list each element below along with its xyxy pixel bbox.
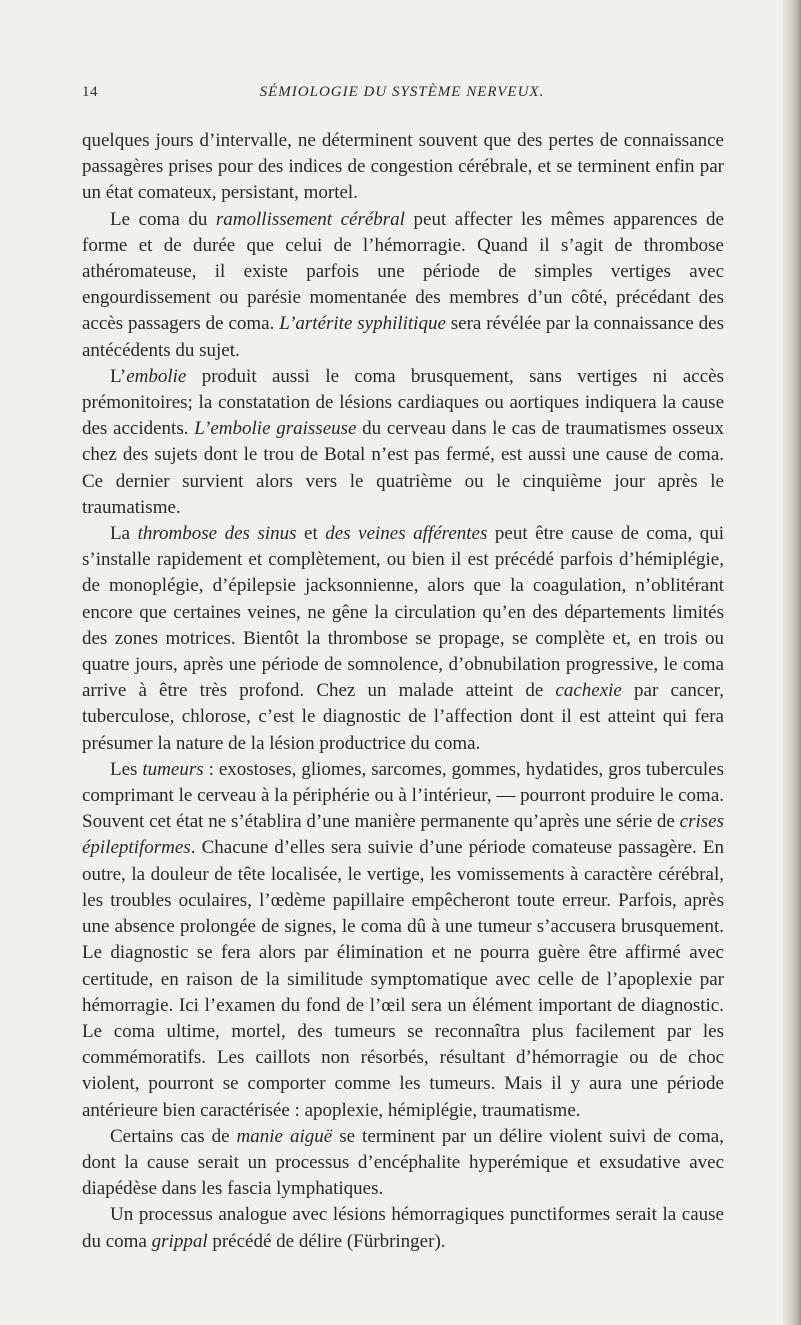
text-run: peut affecter les mêmes apparences de forme et de durée que celui de l’hémorragie. Quand il s’agit de thrombose athéromateuse, il existe parfois une période de simples vertiges avec engourdissement ou parésie momentanée des membres d’un côté, précédant des accès passagers de coma. (82, 208, 724, 335)
body-text (82, 128, 724, 1255)
text-run: Les (110, 758, 143, 780)
text-run: du cerveau dans le cas de traumatismes osseux chez des sujets dont le trou de Botal n’est pas fermé, est aussi une cause de coma. Ce dernier survient alors vers le quatrième ou le cinquième jour après le traumatisme. (82, 418, 724, 518)
italic-term: L’embolie graisseuse (194, 418, 357, 440)
paragraph (82, 757, 724, 1124)
italic-term: grippal (151, 1230, 208, 1252)
text-run: se terminent par un délire violent suivi de coma, dont la cause serait un processus d’encéphalite hyperémique et exsudative avec diapédèse dans les fascia lymphatiques. (82, 1125, 724, 1200)
page-number: 14 (82, 84, 98, 100)
text-run: La (110, 523, 138, 545)
paragraph (82, 128, 724, 207)
text-run: produit aussi le coma brusquement, sans vertiges ni accès prémonitoires; la constatation de lésions cardiaques ou aortiques indiquera la cause des accidents. (82, 365, 724, 440)
italic-term: cachexie (555, 680, 622, 702)
text-run: L’ (110, 365, 127, 387)
paragraph (82, 207, 724, 364)
paragraph (82, 1202, 724, 1254)
italic-term: tumeurs (142, 758, 204, 780)
italic-term: manie aiguë (236, 1125, 333, 1147)
italic-term: des veines afférentes (325, 523, 488, 545)
page-header (82, 84, 722, 106)
italic-term: crises épileptiformes (82, 811, 724, 859)
text-run: : exostoses, gliomes, sarcomes, gommes, hydatides, gros tubercules comprimant le cerveau à la périphérie ou à l’intérieur, — pourront produire le coma. Souvent cet état ne s’établira d’une manière permanente qu’après une série de (82, 758, 724, 833)
text-run: Le coma du (110, 208, 216, 230)
page-edge-shadow (783, 0, 801, 1325)
text-run: et (296, 523, 326, 545)
italic-term: L’artérite syphilitique (279, 313, 446, 335)
italic-term: embolie (126, 365, 187, 387)
running-title: SÉMIOLOGIE DU SYSTÈME NERVEUX. (259, 84, 545, 100)
text-run: Certains cas de (110, 1125, 237, 1147)
text-run: par cancer, tuberculose, chlorose, c’est le diagnostic de l’affection dont il est atteint qui fera présumer la nature de la lésion productrice du coma. (82, 680, 724, 754)
paragraph (82, 521, 724, 757)
text-run: peut être cause de coma, qui s’installe rapidement et complètement, ou bien il est précédé parfois d’hémiplégie, de monoplégie, d’épilepsie jacksonnienne, alors que la coagulation, n’oblitérant encore que certaines veines, ne gêne la circulation qu’en des départements limités des zones motrices. Bientôt la thrombose se propage, se complète et, en trois ou quatre jours, après une période de somnolence, d’obnubilation progressive, le coma arrive à être très profond. Chez un malade atteint de (82, 523, 724, 702)
text-run: . Chacune d’elles sera suivie d’une période comateuse passagère. En outre, la douleur de tête localisée, le vertige, les vomissements à caractère cérébral, les troubles oculaires, l’œdème papillaire empêcheront toute erreur. Parfois, après une absence prolongée de signes, le coma dû à une tumeur s’accusera brusquement. Le diagnostic se fera alors par élimination et ne pourra guère être affirmé avec certitude, en raison de la similitude symptomatique avec celle de l’apoplexie par hémorragie. Ici l’examen du fond de l’œil sera un élément important de diagnostic. Le coma ultime, mortel, des tumeurs se reconnaîtra plus facilement par les commémoratifs. Les caillots non résorbés, résultant d’hémorragie ou de choc violent, pourront se comporter comme les tumeurs. Mais il y aura une période antérieure bien caractérisée : apoplexie, hémiplégie, traumatisme. (82, 837, 724, 1121)
text-run: quelques jours d’intervalle, ne déterminent souvent que des pertes de connaissance passagères prises pour des indices de congestion cérébrale, et se terminent enfin par un état comateux, persistant, mortel. (82, 130, 724, 204)
text-run: précédé de délire (Fürbringer). (207, 1230, 446, 1252)
paragraph (82, 1124, 724, 1203)
italic-term: thrombose des sinus (137, 523, 297, 545)
italic-term: ramollissement cérébral (215, 208, 405, 230)
text-run: sera révélée par la connaissance des antécédents du sujet. (82, 313, 725, 361)
text-run: Un processus analogue avec lésions hémorragiques punctiformes serait la cause du coma (82, 1204, 724, 1252)
paragraph (82, 364, 724, 521)
